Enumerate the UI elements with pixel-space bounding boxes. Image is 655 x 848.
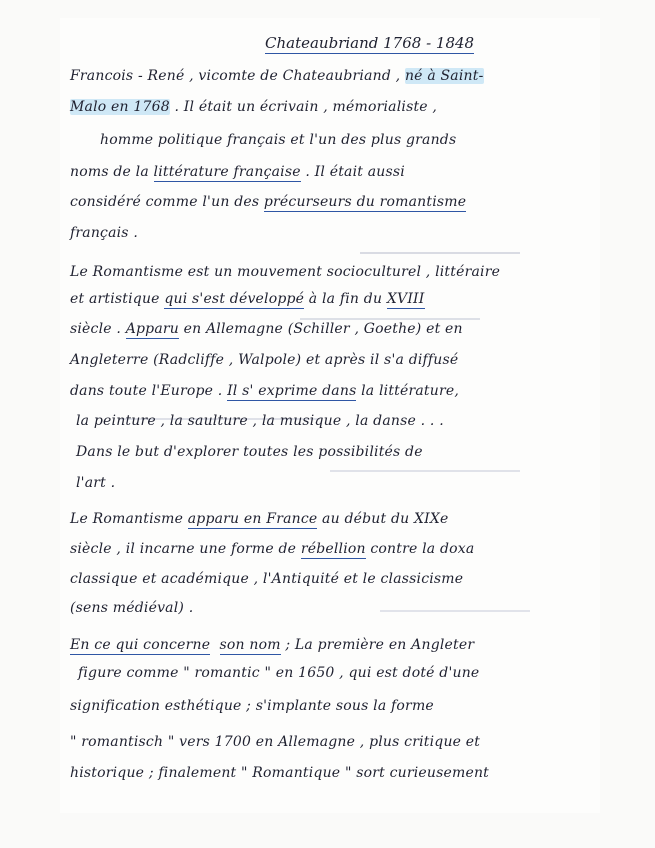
underlined-phrase: apparu en France	[187, 511, 318, 527]
underlined-phrase: son nom	[219, 637, 281, 653]
p1-line-5: considéré comme l'un des précurseurs du romantisme	[70, 194, 467, 210]
p1-line-4: noms de la littérature française . Il était aussi	[70, 164, 405, 180]
p2-line-8: l'art .	[76, 475, 116, 491]
p3-line-1: Le Romantisme apparu en France au début du XIXe	[70, 511, 449, 527]
p2-line-1: Le Romantisme est un mouvement socioculturel , littéraire	[70, 264, 501, 280]
p1-line-3: homme politique français et l'un des plus grands	[100, 132, 457, 148]
p2-line-3: siècle . Apparu en Allemagne (Schiller , Goethe) et en	[70, 321, 463, 337]
p3-line-3: classique et académique , l'Antiquité et le classicisme	[70, 571, 464, 587]
p4-line-1: En ce qui concerne son nom ; La première en Angleter	[70, 637, 475, 653]
p4-line-5: historique ; finalement " Romantique " sort curieusement	[70, 765, 490, 781]
underlined-phrase: précurseurs du romantisme	[263, 194, 467, 210]
underlined-phrase: Apparu	[125, 321, 179, 337]
p4-line-2: figure comme " romantic " en 1650 , qui est doté d'une	[78, 665, 480, 681]
p2-line-5: dans toute l'Europe . Il s' exprime dans la littérature,	[70, 383, 459, 399]
underlined-phrase: littérature française	[153, 164, 301, 180]
p1-line-6: français .	[70, 225, 138, 241]
p2-line-7: Dans le but d'explorer toutes les possibilités de	[76, 444, 423, 460]
underlined-phrase: Il s' exprime dans	[227, 383, 357, 399]
p1-line-1: Francois - René , vicomte de Chateaubriand , né à Saint-	[70, 68, 484, 84]
p4-line-4: " romantisch " vers 1700 en Allemagne , plus critique et	[70, 734, 481, 750]
p2-line-4: Angleterre (Radcliffe , Walpole) et après il s'a diffusé	[70, 352, 459, 368]
page-title: Chateaubriand 1768 - 1848	[265, 34, 475, 52]
p1-line-2: Malo en 1768 . Il était un écrivain , mémorialiste ,	[70, 99, 438, 115]
underlined-phrase: qui s'est développé	[164, 291, 305, 307]
p3-line-2: siècle , il incarne une forme de rébellion contre la doxa	[70, 541, 475, 557]
underlined-phrase: rébellion	[300, 541, 366, 557]
underlined-phrase: En ce qui concerne	[70, 637, 211, 653]
birth-highlight-2: Malo en 1768	[70, 99, 170, 115]
p2-line-2: et artistique qui s'est développé à la fin du XVIII	[70, 291, 425, 307]
birth-highlight: né à Saint-	[404, 68, 484, 84]
p2-line-6: la peinture , la saulture , la musique , la danse . . .	[76, 413, 444, 429]
p4-line-3: signification esthétique ; s'implante sous la forme	[70, 698, 434, 714]
underlined-phrase: XVIII	[386, 291, 425, 307]
p3-line-4: (sens médiéval) .	[70, 600, 194, 616]
